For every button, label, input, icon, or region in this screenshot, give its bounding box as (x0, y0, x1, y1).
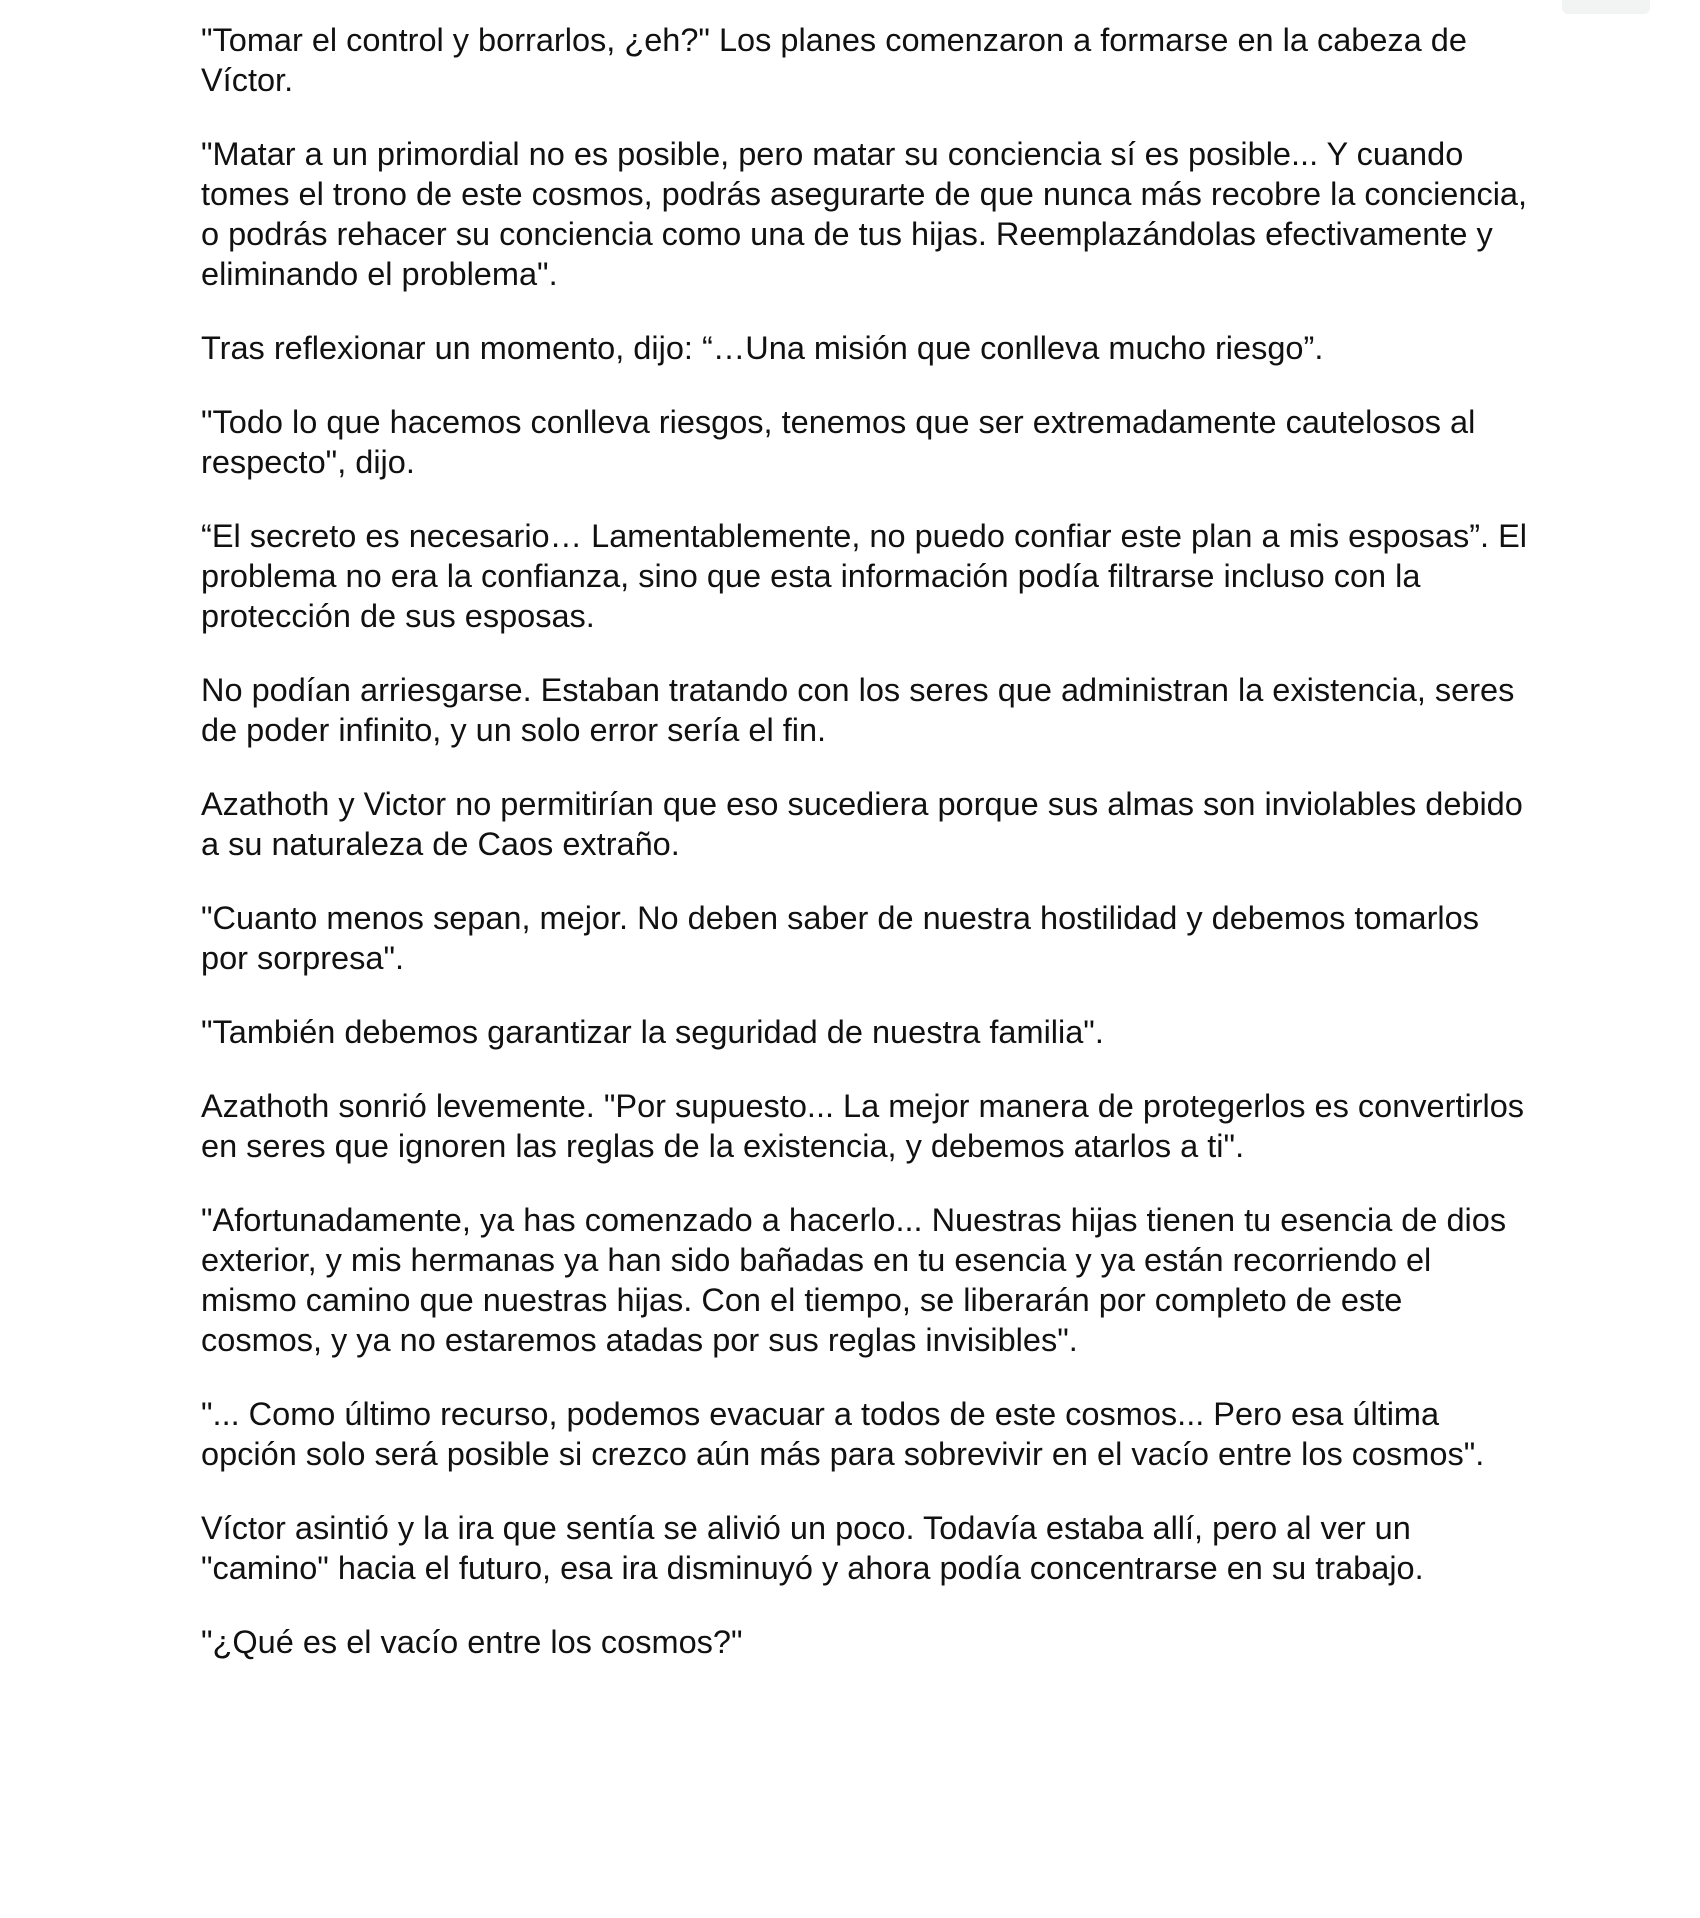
paragraph-7: Azathoth y Victor no permitirían que eso sucediera porque sus almas son inviolables debido a su naturaleza de Caos extraño. (201, 786, 1523, 862)
document-body (201, 20, 1531, 1662)
paragraph-1: "Tomar el control y borrarlos, ¿eh?" Los planes comenzaron a formarse en la cabeza de Víctor. (201, 22, 1467, 98)
paragraph-9: "También debemos garantizar la seguridad de nuestra familia". (201, 1014, 1104, 1050)
paragraph-14: "¿Qué es el vacío entre los cosmos?" (201, 1624, 743, 1660)
paragraph-2: "Matar a un primordial no es posible, pero matar su conciencia sí es posible... Y cuando tomes el trono de este cosmos, podrás asegurarte de que nunca más recobre la conciencia, o podrás rehacer su conciencia como una de tus hijas. Reemplazándolas efectivamente y eliminando el problema". (201, 136, 1528, 292)
paragraph-10: Azathoth sonrió levemente. "Por supuesto... La mejor manera de protegerlos es convertirlos en seres que ignoren las reglas de la existencia, y debemos atarlos a ti". (201, 1088, 1525, 1164)
page-corner-mark (1562, 0, 1650, 14)
paragraph-5: “El secreto es necesario… Lamentablemente, no puedo confiar este plan a mis esposas”. El problema no era la confianza, sino que esta información podía filtrarse incluso con la protección de sus esposas. (201, 518, 1527, 634)
paragraph-11: "Afortunadamente, ya has comenzado a hacerlo... Nuestras hijas tienen tu esencia de dios exterior, y mis hermanas ya han sido bañadas en tu esencia y ya están recorriendo el mismo camino que nuestras hijas. Con el tiempo, se liberarán por completo de este cosmos, y ya no estaremos atadas por sus reglas invisibles". (201, 1202, 1507, 1358)
paragraph-13: Víctor asintió y la ira que sentía se alivió un poco. Todavía estaba allí, pero al ver un "camino" hacia el futuro, esa ira disminuyó y ahora podía concentrarse en su trabajo. (201, 1510, 1424, 1586)
paragraph-12: "... Como último recurso, podemos evacuar a todos de este cosmos... Pero esa última opción solo será posible si crezco aún más para sobrevivir en el vacío entre los cosmos". (201, 1396, 1485, 1472)
paragraph-3: Tras reflexionar un momento, dijo: “…Una misión que conlleva mucho riesgo”. (201, 330, 1324, 366)
paragraph-6: No podían arriesgarse. Estaban tratando con los seres que administran la existencia, seres de poder infinito, y un solo error sería el fin. (201, 672, 1515, 748)
paragraph-8: "Cuanto menos sepan, mejor. No deben saber de nuestra hostilidad y debemos tomarlos por sorpresa". (201, 900, 1479, 976)
paragraph-4: "Todo lo que hacemos conlleva riesgos, tenemos que ser extremadamente cautelosos al respecto", dijo. (201, 404, 1476, 480)
